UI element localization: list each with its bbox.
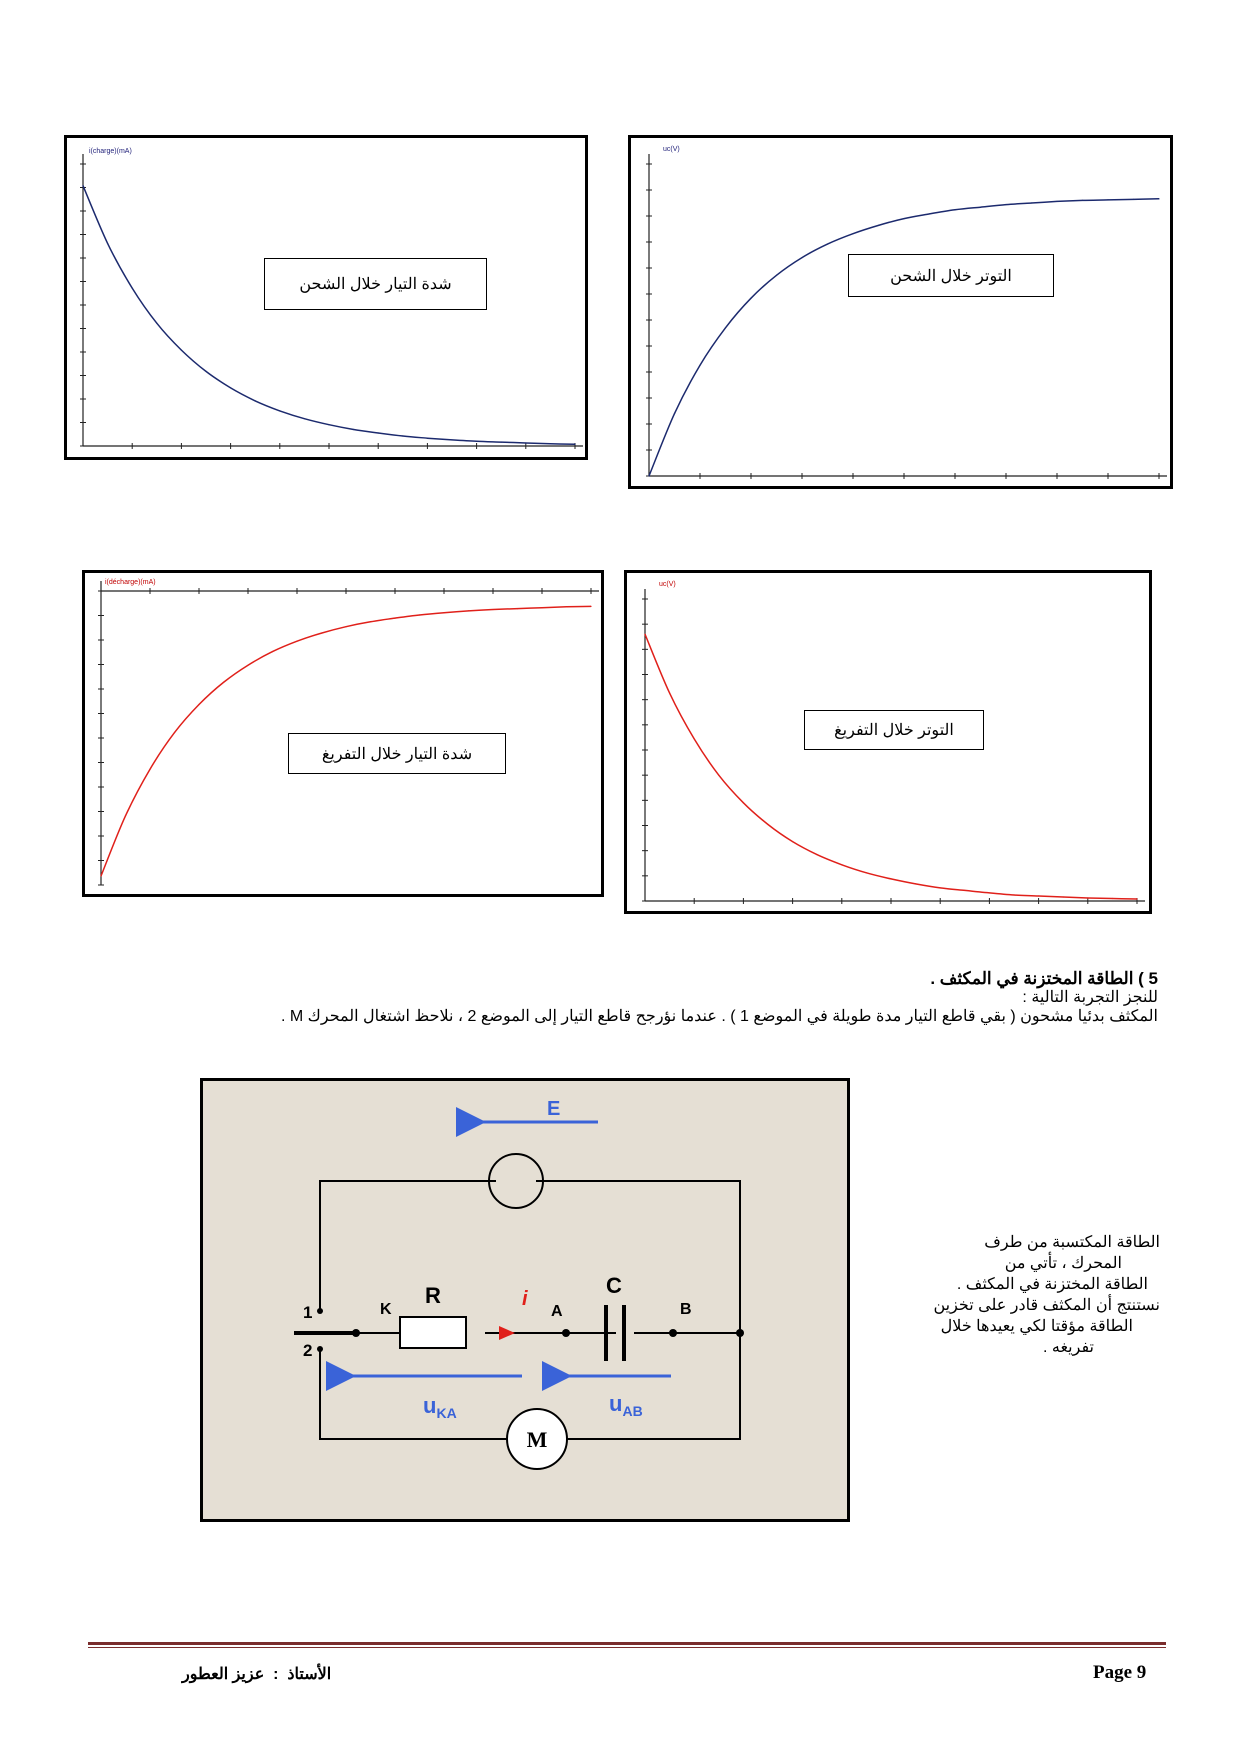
- data-point: [279, 410, 280, 411]
- data-point: [517, 608, 518, 609]
- data-point: [1013, 894, 1014, 895]
- data-point: [1087, 897, 1088, 898]
- data-point: [149, 769, 150, 770]
- conclusion-line: تفريغه .: [1042, 1339, 1094, 1356]
- label-M: M: [526, 1427, 548, 1452]
- data-point: [550, 443, 551, 444]
- label-pos2: 2: [303, 1341, 313, 1360]
- data-point: [230, 387, 231, 388]
- data-point: [915, 883, 916, 884]
- footer-author: الأستاذ : عزيز العطور: [182, 1666, 332, 1683]
- current-arrow-icon: [499, 1326, 515, 1340]
- data-point: [427, 438, 428, 439]
- data-point: [100, 875, 101, 876]
- data-point: [1063, 896, 1064, 897]
- series-line: [645, 634, 1137, 899]
- data-point: [1112, 898, 1113, 899]
- resistor-icon: [400, 1317, 466, 1348]
- data-point: [296, 641, 297, 642]
- series-line: [83, 186, 575, 445]
- data-point: [801, 257, 802, 258]
- data-point: [255, 400, 256, 401]
- data-point: [181, 350, 182, 351]
- data-point: [827, 243, 828, 244]
- footer-rule: [88, 1642, 1166, 1645]
- data-point: [205, 371, 206, 372]
- data-point: [378, 432, 379, 433]
- data-point: [699, 365, 700, 366]
- chart-discharge-current: [82, 570, 604, 897]
- chart-discharge-current-caption: شدة التيار خلال التفريغ: [288, 733, 506, 774]
- label-pos1: 1: [303, 1303, 313, 1322]
- data-point: [890, 878, 891, 879]
- data-point: [669, 693, 670, 694]
- data-point: [743, 802, 744, 803]
- section-energy-stored: [58, 969, 1158, 1026]
- data-point: [940, 887, 941, 888]
- page-number: Page 9: [1093, 1662, 1147, 1683]
- data-point: [574, 444, 575, 445]
- data-point: [492, 609, 493, 610]
- node-B: [669, 1329, 677, 1337]
- chart-discharge-voltage-caption: التوتر خلال التفريغ: [804, 710, 984, 750]
- data-point: [841, 864, 842, 865]
- data-point: [750, 298, 751, 299]
- data-point: [1107, 199, 1108, 200]
- label-uAB-main: u: [609, 1391, 623, 1416]
- data-point: [644, 634, 645, 635]
- data-point: [541, 607, 542, 608]
- data-point: [443, 612, 444, 613]
- data-point: [566, 606, 567, 607]
- data-point: [852, 233, 853, 234]
- section-intro: للنجز التجربة التالية :: [1022, 989, 1158, 1006]
- data-point: [1136, 898, 1137, 899]
- chart-discharge-current-axis-title: i(décharge)(mA): [105, 579, 156, 586]
- data-point: [817, 854, 818, 855]
- data-point: [419, 614, 420, 615]
- chart-charge-voltage-axis-title: uc(V): [663, 146, 680, 153]
- data-point: [989, 892, 990, 893]
- circuit-schematic: [203, 1081, 847, 1519]
- series-line: [649, 199, 1159, 476]
- conclusion-text: [870, 1232, 1160, 1358]
- chart-discharge-voltage: [624, 570, 1152, 914]
- data-point: [353, 429, 354, 430]
- node-junction: [736, 1329, 744, 1337]
- label-uKA-main: u: [423, 1393, 437, 1418]
- circuit-diagram: [200, 1078, 850, 1522]
- data-point: [451, 439, 452, 440]
- data-point: [1133, 199, 1134, 200]
- data-point: [694, 738, 695, 739]
- data-point: [866, 872, 867, 873]
- data-point: [394, 618, 395, 619]
- data-point: [328, 424, 329, 425]
- data-point: [501, 441, 502, 442]
- switch-pos1-dot: [317, 1308, 323, 1314]
- data-point: [125, 815, 126, 816]
- data-point: [402, 435, 403, 436]
- label-i: i: [522, 1288, 528, 1310]
- data-point: [1038, 895, 1039, 896]
- data-point: [174, 732, 175, 733]
- data-point: [156, 323, 157, 324]
- chart-charge-current: [64, 135, 588, 460]
- data-point: [247, 665, 248, 666]
- label-uAB-sub: AB: [622, 1403, 643, 1419]
- data-point: [1158, 198, 1159, 199]
- data-point: [929, 213, 930, 214]
- label-C: C: [606, 1273, 622, 1298]
- label-R: R: [425, 1283, 441, 1308]
- data-point: [903, 218, 904, 219]
- chart-charge-current-caption: شدة التيار خلال الشحن: [264, 258, 487, 310]
- generator-icon: [489, 1154, 543, 1208]
- data-point: [725, 327, 726, 328]
- data-point: [304, 418, 305, 419]
- label-A: A: [551, 1303, 563, 1320]
- data-point: [198, 704, 199, 705]
- data-point: [980, 207, 981, 208]
- data-point: [590, 606, 591, 607]
- data-point: [1056, 201, 1057, 202]
- label-B: B: [680, 1301, 692, 1318]
- data-point: [272, 651, 273, 652]
- data-point: [132, 287, 133, 288]
- conclusion-line: الطاقة المختزنة في المكثف .: [956, 1276, 1148, 1293]
- chart-discharge-voltage-axis-title: uc(V): [659, 581, 676, 588]
- data-point: [82, 185, 83, 186]
- conclusion-line: المحرك ، تأتي من: [1004, 1255, 1122, 1272]
- data-point: [954, 209, 955, 210]
- data-point: [648, 475, 649, 476]
- label-E: E: [547, 1098, 561, 1120]
- data-point: [476, 441, 477, 442]
- label-uKA: [423, 1393, 457, 1421]
- conclusion-line: الطاقة المكتسبة من طرف: [984, 1234, 1160, 1251]
- conclusion-line: الطاقة مؤقتا لكي يعيدها خلال: [940, 1318, 1133, 1335]
- circuit-wires: [294, 1181, 740, 1439]
- data-point: [525, 442, 526, 443]
- data-point: [674, 413, 675, 414]
- section-body: المكثف بدئيا مشحون ( بقي قاطع التيار مدة طويلة في الموضع 1 ) . عندما نؤرجح قاطع التيار إلى الموضع 2 ، نلاحظ اشتغال المحرك M .: [281, 1008, 1158, 1025]
- data-point: [1082, 200, 1083, 201]
- chart-charge-voltage-plot: [631, 138, 1170, 486]
- data-point: [370, 621, 371, 622]
- footer-rule-thin: [88, 1647, 1166, 1648]
- data-point: [345, 626, 346, 627]
- data-point: [1031, 202, 1032, 203]
- data-point: [468, 610, 469, 611]
- conclusion-line: نستنتج أن المكثف قادر على تخزين: [933, 1297, 1160, 1314]
- data-point: [107, 243, 108, 244]
- switch-pos2-dot: [317, 1346, 323, 1352]
- node-A: [562, 1329, 570, 1337]
- data-point: [321, 632, 322, 633]
- label-uAB: [609, 1391, 643, 1419]
- data-point: [776, 275, 777, 276]
- data-point: [792, 841, 793, 842]
- data-point: [718, 775, 719, 776]
- data-point: [223, 682, 224, 683]
- data-point: [1005, 204, 1006, 205]
- chart-charge-voltage: [628, 135, 1173, 489]
- section-heading: 5 ) الطاقة المختزنة في المكثف .: [930, 969, 1158, 988]
- label-uKA-sub: KA: [436, 1405, 457, 1421]
- chart-charge-voltage-caption: التوتر خلال الشحن: [848, 254, 1054, 297]
- data-point: [964, 890, 965, 891]
- data-point: [878, 225, 879, 226]
- label-K: K: [380, 1301, 392, 1318]
- chart-charge-current-axis-title: i(charge)(mA): [89, 148, 132, 155]
- data-point: [767, 824, 768, 825]
